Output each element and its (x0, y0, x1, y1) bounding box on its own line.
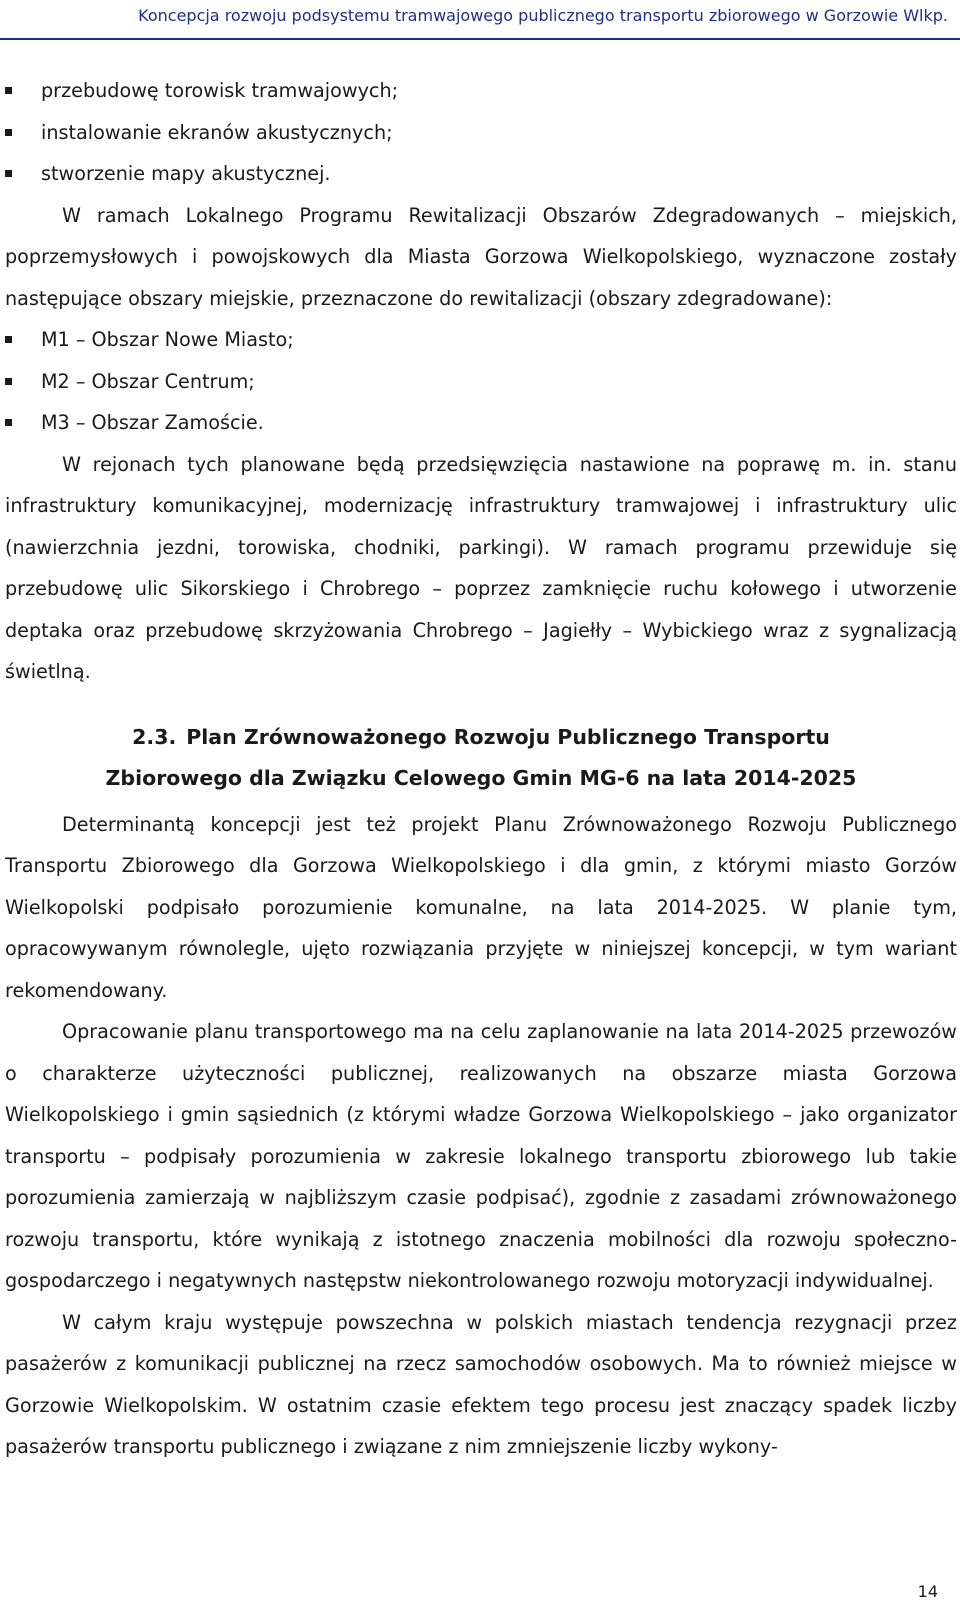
bullet-icon (5, 129, 12, 136)
section-number: 2.3. (132, 724, 177, 749)
paragraph-passenger-trend: W całym kraju występuje powszechna w polskich miastach tendencja rezygnacji przez pasażerów z komunikacji publicznej na rzecz samochodów osobowych. Ma to również miejsce w Gorzowie Wielkopolskim. W ostatnim czasie efektem tego procesu jest znaczący spadek liczby pasażerów transportu publicznego i związane z nim zmniejszenie liczby wykony- (5, 1310, 957, 1458)
list-item: M1 – Obszar Nowe Miasto; (5, 319, 957, 361)
section-heading (5, 717, 957, 800)
paragraph-transport-plan: Opracowanie planu transportowego ma na celu zaplanowanie na lata 2014-2025 przewozów o charakterze użyteczności publicznej, realizowanych na obszarze miasta Gorzowa Wielkopolskiego i gmin sąsiednich (z którymi władze Gorzowa Wielkopolskiego – jako organizator transportu – podpisały porozumienia w zakresie lokalnego transportu zbiorowego lub takie porozumienia zamierzają w najbliższym czasie podpisać), zgodnie z zasadami zrównoważonego rozwoju transportu, które wynikają z istotnego znaczenia mobilności dla rozwoju społeczno-gospodarczego i negatywnych następstw niekontrolowanego rozwoju motoryzacji indywidualnej. (5, 1020, 957, 1292)
paragraph-determinant: Determinantą koncepcji jest też projekt Planu Zrównoważonego Rozwoju Publicznego Transportu Zbiorowego dla Gorzowa Wielkopolskiego i dla gmin, z którymi miasto Gorzów Wielkopolski podpisało porozumienie komunalne, na lata 2014-2025. W planie tym, opracowywanym równolegle, ujęto rozwiązania przyjęte w niniejszej koncepcji, w tym wariant rekomendowany. (5, 812, 957, 1002)
page-number: 14 (917, 1582, 938, 1601)
section-title-line-2: Zbiorowego dla Związku Celowego Gmin MG-6 na lata 2014-2025 (105, 766, 857, 790)
bullet-icon (5, 378, 12, 385)
list-item: M3 – Obszar Zamoście. (5, 402, 957, 444)
bullet-list-areas (5, 319, 957, 444)
bullet-icon (5, 87, 12, 94)
paragraph-planned-projects: W rejonach tych planowane będą przedsięwzięcia nastawione na poprawę m. in. stanu infrastruktury komunikacyjnej, modernizację infrastruktury tramwajowej i infrastruktury ulic (nawierzchnia jezdni, torowiska, chodniki, parkingi). W ramach programu przewiduje się przebudowę ulic Sikorskiego i Chrobrego – poprzez zamknięcie ruchu kołowego i utworzenie deptaka oraz przebudowę skrzyżowania Chrobrego – Jagiełły – Wybickiego wraz z sygnalizacją świetlną. (5, 452, 957, 683)
bullet-list-measures (5, 70, 957, 195)
bullet-icon (5, 336, 12, 343)
header-title: Koncepcja rozwoju podsystemu tramwajowego publicznego transportu zbiorowego w Gorzowie Wlkp. (138, 6, 948, 25)
bullet-icon (5, 419, 12, 426)
bullet-icon (5, 170, 12, 177)
list-item: M2 – Obszar Centrum; (5, 361, 957, 403)
list-item: instalowanie ekranów akustycznych; (5, 112, 957, 154)
paragraph-revitalization: W ramach Lokalnego Programu Rewitalizacji Obszarów Zdegradowanych – miejskich, poprzemysłowych i powojskowych dla Miasta Gorzowa Wielkopolskiego, wyznaczone zostały następujące obszary miejskie, przeznaczone do rewitalizacji (obszary zdegradowane): (5, 203, 957, 310)
list-item: przebudowę torowisk tramwajowych; (5, 70, 957, 112)
section-title-line-1: Plan Zrównoważonego Rozwoju Publicznego Transportu (186, 724, 830, 749)
document-body (5, 70, 957, 1468)
page-header (0, 0, 960, 40)
list-item: stworzenie mapy akustycznej. (5, 153, 957, 195)
